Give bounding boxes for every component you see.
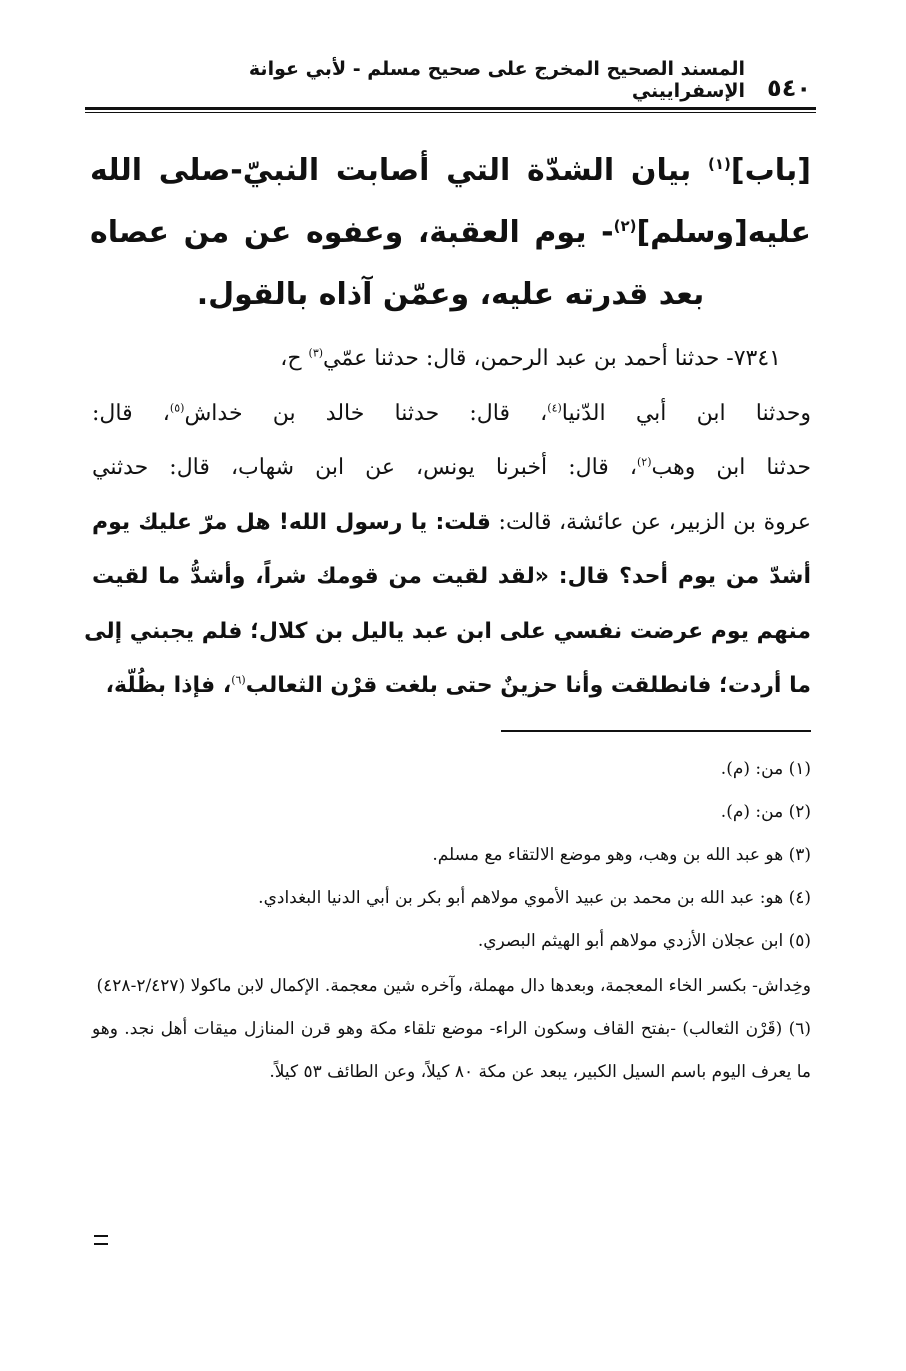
quoted-segment: ، فإذا بظُلّة، xyxy=(105,673,232,698)
text-segment: ح، xyxy=(280,346,309,371)
page-number: ٥٤٠ xyxy=(767,74,811,102)
text-line-6: منهم يوم عرضت نفسي على ابن عبد ياليل بن كلال؛ فلم يجبني إلى xyxy=(84,618,811,644)
footnote-4: (٤) هو: عبد الله بن محمد بن عبيد الأموي مولاهم أبو بكر بن أبي الدنيا البغدادي. xyxy=(258,888,811,908)
text-line-1 xyxy=(92,332,811,387)
footnote-6: (٦) (قَرْن الثعالب) -بفتح القاف وسكون الراء- موضع تلقاء مكة وهو قرن المنازل ميقات أهل نجد. وهو ما يعرف اليوم باسم السيل الكبير، يبعد عن مكة ٨٠ كيلاً، وعن الطائف ٥٣ كيلاً. xyxy=(92,1019,811,1082)
page-end-mark xyxy=(94,1235,108,1245)
text-segment: حدثنا ابن وهب xyxy=(651,455,811,480)
footnote-ref-3: (٣) xyxy=(308,346,324,360)
quoted-segment: أشدّ من يوم أحد؟ قال: xyxy=(548,564,811,589)
quoted-segment: «لقد لقيت من قومك شراً، وأشدُّ ما لقيت xyxy=(92,564,549,589)
footnote-2: (٢) من: (م). xyxy=(720,802,811,822)
chapter-title-part-3: - يوم العقبة، وعفوه عن من عصاه بعد قدرته عليه، وعمّن آذاه بالقول. xyxy=(90,215,705,312)
footnote-ref-5: (٥) xyxy=(169,401,185,415)
text-segment: ، قال: xyxy=(92,400,170,426)
text-segment: ، قال: حدثنا خالد بن خداش xyxy=(184,400,548,426)
page-header xyxy=(150,58,811,102)
text-line-7 xyxy=(92,659,811,714)
text-line-5 xyxy=(92,550,811,605)
text-line-2 xyxy=(92,387,811,442)
text-segment: ٧٣٤١- حدثنا أحمد بن عبد الرحمن، قال: حدثنا عمّي xyxy=(323,346,781,371)
header-rule xyxy=(85,107,816,110)
footnotes xyxy=(92,748,811,1094)
quoted-segment: قلت: يا رسول الله! هل مرّ عليك يوم xyxy=(92,509,491,535)
text-line-3 xyxy=(92,441,811,496)
footnote-5: (٥) ابن عجلان الأزدي مولاهم أبو الهيثم البصري. xyxy=(477,931,811,951)
footnote-3: (٣) هو عبد الله بن وهب، وهو موضع الالتقاء مع مسلم. xyxy=(432,845,811,865)
footnote-ref-6: (٦) xyxy=(231,673,246,687)
text-segment: عروة بن الزبير، عن عائشة، قالت: xyxy=(490,509,811,535)
quoted-segment: ما أردت؛ فانطلقت وأنا حزينٌ حتى بلغت قرْن الثعالب xyxy=(245,673,811,698)
footnote-separator xyxy=(501,730,811,732)
footnote-5-continuation: وخِداش- بكسر الخاء المعجمة، وبعدها دال مهملة، وآخره شين معجمة. الإكمال لابن ماكولا (٢/٤٢٧-٤٢٨) xyxy=(96,976,811,996)
footnote-ref-2: (٢) xyxy=(613,217,637,235)
footnote-ref-4: (٤) xyxy=(547,401,562,415)
text-line-4 xyxy=(92,496,811,551)
footnote-ref-2b: (٢) xyxy=(636,455,652,469)
header-rule-thin xyxy=(85,112,816,113)
text-segment: ، قال: أخبرنا يونس، عن ابن شهاب، قال: حدثني xyxy=(92,455,637,480)
running-title: المسند الصحيح المخرج على صحيح مسلم - لأبي عوانة الإسفراييني xyxy=(248,58,746,102)
footnote-ref-1: (١) xyxy=(708,155,731,173)
text-segment: وحدثنا ابن أبي الدّنيا xyxy=(561,400,811,426)
chapter-title xyxy=(90,140,811,326)
footnote-1: (١) من: (م). xyxy=(720,759,811,779)
hadith-text xyxy=(84,332,811,714)
chapter-title-part-2: بيان الشدّة التي أصابت النبيّ-صلى الله عليه[وسلم] xyxy=(90,153,811,250)
chapter-title-part-1: [باب] xyxy=(730,153,811,188)
